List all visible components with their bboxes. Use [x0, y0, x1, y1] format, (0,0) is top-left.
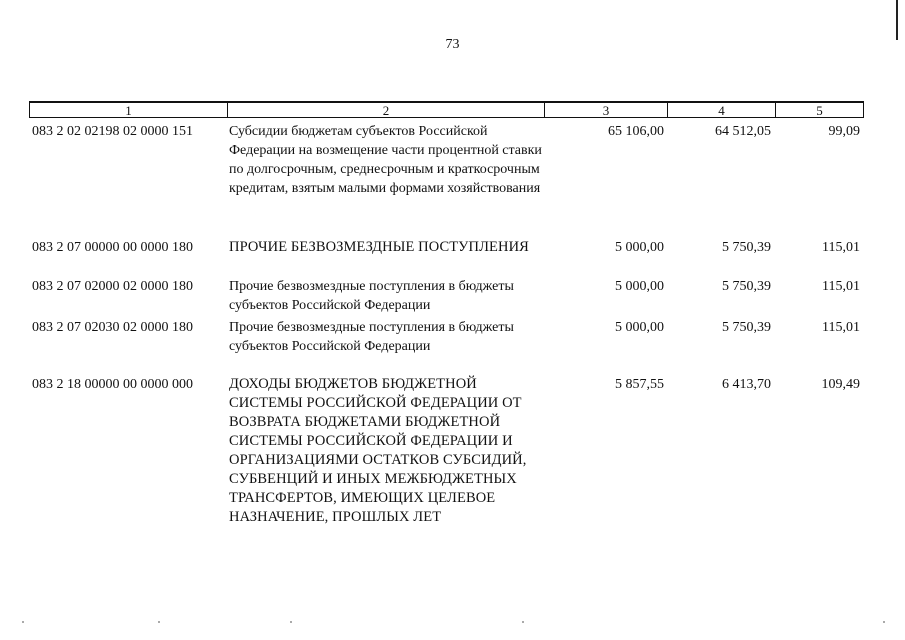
- scan-artifact-dots: [0, 621, 905, 627]
- row-value-col5: 109,49: [821, 377, 860, 392]
- row-value-col4: 64 512,05: [715, 124, 771, 139]
- column-header-3: 3: [544, 103, 667, 117]
- row-value-col4: 5 750,39: [722, 320, 771, 335]
- row-value-col3: 5 000,00: [615, 320, 664, 335]
- row-value-col3: 5 000,00: [615, 279, 664, 294]
- column-header-5: 5: [775, 103, 863, 117]
- row-code: 083 2 07 02000 02 0000 180: [32, 279, 193, 294]
- row-value-col3: 5 857,55: [615, 377, 664, 392]
- table-header: [29, 101, 864, 118]
- row-code: 083 2 18 00000 00 0000 000: [32, 377, 193, 392]
- row-value-col5: 115,01: [822, 240, 860, 255]
- row-value-col5: 115,01: [822, 320, 860, 335]
- row-value-col5: 115,01: [822, 279, 860, 294]
- row-description: ПРОЧИЕ БЕЗВОЗМЕЗДНЫЕ ПОСТУПЛЕНИЯ: [229, 239, 529, 255]
- row-value-col4: 6 413,70: [722, 377, 771, 392]
- row-value-col5: 99,09: [828, 124, 860, 139]
- row-code: 083 2 07 00000 00 0000 180: [32, 240, 193, 255]
- column-header-4: 4: [667, 103, 775, 117]
- page-edge-mark: [896, 0, 898, 40]
- row-description: Субсидии бюджетам субъектов Российской Федерации на возмещение части процентной ставки по долгосрочным, среднесрочным и краткосрочным кредитам, взятым малыми формами хозяйствования: [229, 124, 542, 196]
- row-description: Прочие безвозмездные поступления в бюджеты субъектов Российской Федерации: [229, 279, 514, 313]
- row-code: 083 2 02 02198 02 0000 151: [32, 124, 193, 139]
- row-value-col3: 5 000,00: [615, 240, 664, 255]
- column-header-1: 1: [125, 103, 132, 118]
- page-number: 73: [445, 37, 460, 52]
- column-header-2: 2: [227, 103, 544, 117]
- row-value-col3: 65 106,00: [608, 124, 664, 139]
- row-value-col4: 5 750,39: [722, 279, 771, 294]
- row-code: 083 2 07 02030 02 0000 180: [32, 320, 193, 335]
- row-description: ДОХОДЫ БЮДЖЕТОВ БЮДЖЕТНОЙ СИСТЕМЫ РОССИЙСКОЙ ФЕДЕРАЦИИ ОТ ВОЗВРАТА БЮДЖЕТАМИ БЮДЖЕТНОЙ СИСТЕМЫ РОССИЙСКОЙ ФЕДЕРАЦИИ И ОРГАНИЗАЦИЯМИ ОСТАТКОВ СУБСИДИЙ, СУБВЕНЦИЙ И ИНЫХ МЕЖБЮДЖЕТНЫХ ТРАНСФЕРТОВ, ИМЕЮЩИХ ЦЕЛЕВОЕ НАЗНАЧЕНИЕ, ПРОШЛЫХ ЛЕТ: [229, 376, 527, 525]
- row-value-col4: 5 750,39: [722, 240, 771, 255]
- row-description: Прочие безвозмездные поступления в бюджеты субъектов Российской Федерации: [229, 320, 514, 354]
